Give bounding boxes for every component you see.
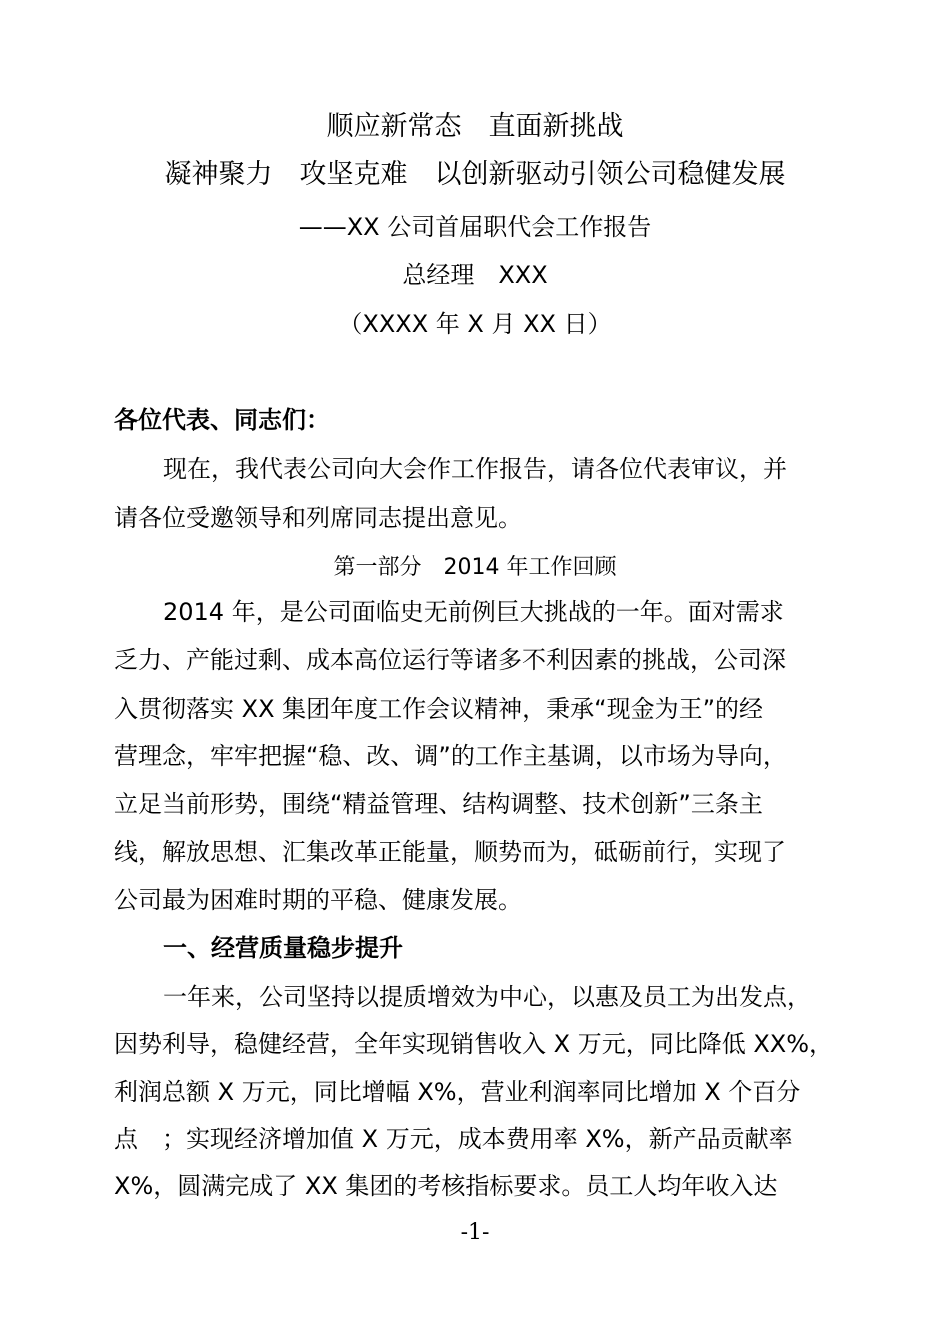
- title-line-2: 凝神聚力 攻坚克难 以创新驱动引领公司稳健发展: [164, 159, 786, 190]
- quality-line: 因势利导，稳健经营，全年实现销售收入 X 万元，同比降低 XX%，: [114, 1030, 834, 1058]
- quality-line: X%，圆满完成了 XX 集团的考核指标要求。员工人均年收入达: [114, 1172, 778, 1200]
- review-line: 立足当前形势，围绕“精益管理、结构调整、技术创新”三条主: [114, 790, 763, 818]
- intro-line: 现在，我代表公司向大会作工作报告，请各位代表审议，并: [163, 455, 787, 483]
- report-subtitle: ——XX 公司首届职代会工作报告: [298, 213, 652, 241]
- speaker-line: 总经理 XXX: [402, 261, 548, 289]
- salutation: 各位代表、同志们：: [114, 406, 330, 434]
- quality-line: 利润总额 X 万元，同比增幅 X%，营业利润率同比增加 X 个百分: [114, 1078, 801, 1106]
- page-number: -1-: [460, 1220, 490, 1245]
- subheading: 一、经营质量稳步提升: [163, 934, 403, 962]
- review-line: 2014 年，是公司面临史无前例巨大挑战的一年。面对需求: [163, 598, 784, 626]
- review-line: 入贯彻落实 XX 集团年度工作会议精神，秉承“现金为王”的经: [114, 695, 764, 723]
- quality-line: 点 ；实现经济增加值 X 万元，成本费用率 X%，新产品贡献率: [114, 1125, 793, 1153]
- review-line: 公司最为困难时期的平稳、健康发展。: [114, 886, 522, 914]
- review-line: 营理念，牢牢把握“稳、改、调”的工作主基调，以市场为导向，: [114, 742, 787, 770]
- section-heading: 第一部分 2014 年工作回顾: [333, 555, 617, 580]
- report-date: （XXXX 年 X 月 XX 日）: [338, 310, 612, 338]
- quality-line: 一年来，公司坚持以提质增效为中心，以惠及员工为出发点，: [163, 983, 811, 1011]
- review-line: 线，解放思想、汇集改革正能量，顺势而为，砥砺前行，实现了: [114, 838, 786, 866]
- review-line: 乏力、产能过剩、成本高位运行等诸多不利因素的挑战，公司深: [114, 646, 786, 674]
- intro-line: 请各位受邀领导和列席同志提出意见。: [114, 504, 522, 532]
- title-line-1: 顺应新常态 直面新挑战: [326, 111, 624, 142]
